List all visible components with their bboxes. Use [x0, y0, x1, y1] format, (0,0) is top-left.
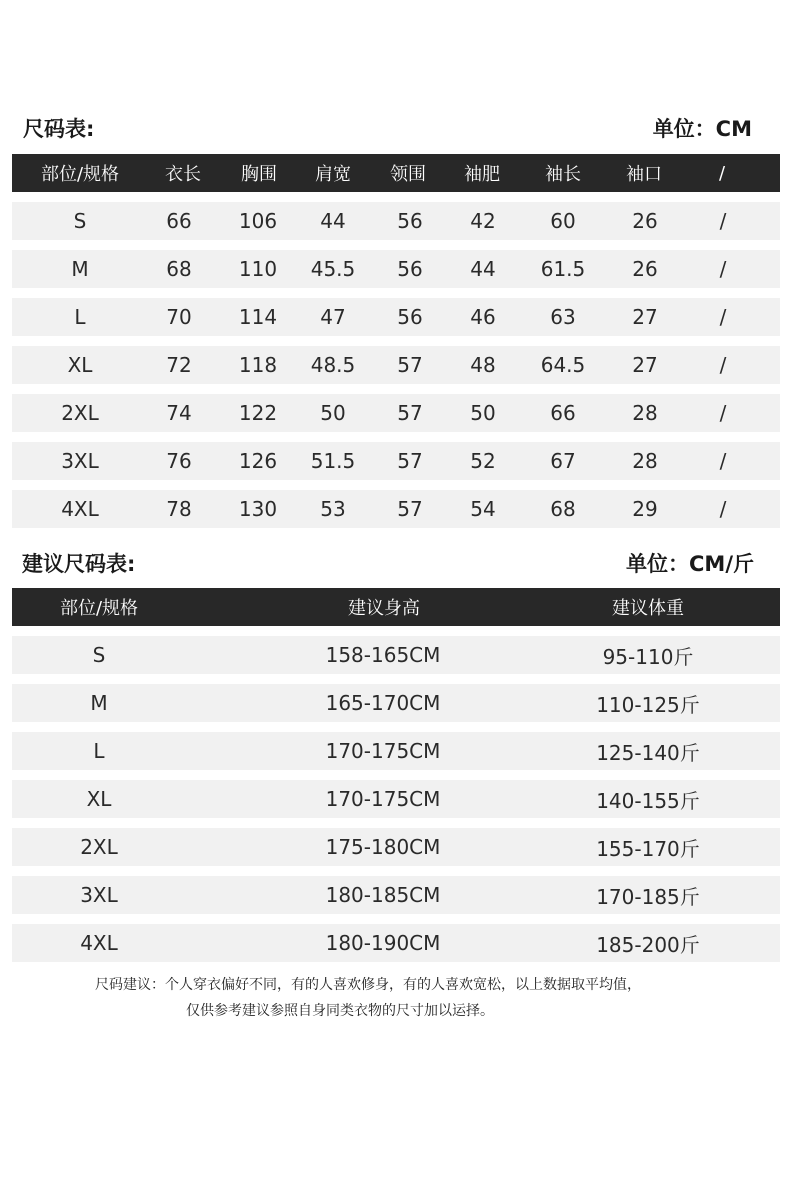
table-cell: 28 [632, 401, 658, 425]
table-row [12, 490, 780, 528]
recommend-chart-title: 建议尺码表: [22, 552, 136, 576]
table-cell: 53 [320, 497, 346, 521]
table-cell: 61.5 [540, 257, 586, 281]
table-cell: S [73, 209, 87, 233]
table-cell: XL [86, 787, 112, 811]
table-cell: 68 [166, 257, 192, 281]
table-cell: 95-110斤 [602, 644, 694, 669]
table-cell: 78 [166, 497, 192, 521]
header-cell: 胸围 [241, 164, 277, 185]
table-cell: 130 [238, 497, 278, 521]
table-cell: 74 [166, 401, 192, 425]
table-cell: 66 [550, 401, 576, 425]
table-cell: M [90, 691, 108, 715]
table-row [12, 828, 780, 866]
table-cell: 52 [470, 449, 496, 473]
table-cell: 72 [166, 353, 192, 377]
table-row [12, 780, 780, 818]
table-cell: 170-175CM [325, 739, 441, 763]
table-cell: 170-175CM [325, 787, 441, 811]
recommend-chart-unit: 单位：CM/斤 [626, 552, 754, 576]
table-cell: 110 [238, 257, 278, 281]
table-cell: 64.5 [540, 353, 586, 377]
header-cell: 袖肥 [464, 164, 500, 185]
table-row [12, 394, 780, 432]
table-cell: 60 [550, 209, 576, 233]
table-cell: 57 [397, 449, 423, 473]
header-cell: 肩宽 [315, 164, 351, 185]
table-cell: 140-155斤 [596, 788, 700, 813]
table-cell: 28 [632, 449, 658, 473]
table-cell: 106 [238, 209, 278, 233]
table-cell: 48 [470, 353, 496, 377]
table-cell: 66 [166, 209, 192, 233]
size-note-line-1: 尺码建议：个人穿衣偏好不同，有的人喜欢修身，有的人喜欢宽松，以上数据取平均值， [95, 977, 641, 993]
table-cell: 180-185CM [325, 883, 441, 907]
table-cell: 180-190CM [325, 931, 441, 955]
table-cell: 57 [397, 401, 423, 425]
table-cell: 50 [320, 401, 346, 425]
table-cell: 122 [238, 401, 278, 425]
table-cell: 29 [632, 497, 658, 521]
table-cell: 68 [550, 497, 576, 521]
table-cell: 158-165CM [325, 643, 441, 667]
table-cell: 56 [397, 305, 423, 329]
table-cell: 51.5 [310, 449, 356, 473]
table-cell: 45.5 [310, 257, 356, 281]
table-row [12, 924, 780, 962]
table-cell: 27 [632, 305, 658, 329]
table-row [12, 442, 780, 480]
table-cell: 27 [632, 353, 658, 377]
table-cell: 70 [166, 305, 192, 329]
table-cell: 47 [320, 305, 346, 329]
table-cell: S [92, 643, 106, 667]
table-cell: 185-200斤 [596, 932, 700, 957]
size-note-line-2: 仅供参考建议参照自身同类衣物的尺寸加以运择。 [186, 1003, 494, 1019]
table-row [12, 250, 780, 288]
header-cell: 衣长 [165, 164, 201, 185]
header-cell: 袖口 [626, 164, 662, 185]
table-row [12, 684, 780, 722]
table-cell: 44 [470, 257, 496, 281]
header-cell: 领围 [390, 164, 426, 185]
table-cell: 126 [238, 449, 278, 473]
table-cell: 175-180CM [325, 835, 441, 859]
size-chart-title-row [0, 112, 790, 146]
recommend-chart-title-row [0, 547, 790, 581]
table-cell: M [71, 257, 89, 281]
table-cell: / [719, 497, 727, 521]
table-cell: 50 [470, 401, 496, 425]
table-cell: 26 [632, 209, 658, 233]
table-row [12, 876, 780, 914]
table-cell: 26 [632, 257, 658, 281]
header-cell: 部位/规格 [40, 164, 120, 185]
table-cell: 57 [397, 497, 423, 521]
table-row [12, 732, 780, 770]
table-cell: 125-140斤 [596, 740, 700, 765]
table-cell: XL [67, 353, 93, 377]
table-cell: 118 [238, 353, 278, 377]
table-cell: 4XL [80, 931, 118, 955]
table-cell: / [719, 353, 727, 377]
table-cell: / [719, 449, 727, 473]
header-cell: 部位/规格 [59, 598, 139, 619]
table-cell: 155-170斤 [596, 836, 700, 861]
table-row [12, 298, 780, 336]
table-cell: 44 [320, 209, 346, 233]
header-cell: / [718, 162, 726, 184]
table-cell: 46 [470, 305, 496, 329]
header-cell: 袖长 [545, 164, 581, 185]
size-chart-unit: 单位：CM [652, 117, 752, 141]
table-cell: 56 [397, 209, 423, 233]
table-cell: 110-125斤 [596, 692, 700, 717]
table-row [12, 636, 780, 674]
table-cell: L [74, 305, 86, 329]
table-row [12, 202, 780, 240]
table-cell: 57 [397, 353, 423, 377]
size-chart-header [12, 154, 780, 192]
header-cell: 建议身高 [348, 598, 420, 619]
table-cell: 54 [470, 497, 496, 521]
table-cell: / [719, 305, 727, 329]
table-cell: 76 [166, 449, 192, 473]
table-cell: 165-170CM [325, 691, 441, 715]
table-cell: 114 [238, 305, 278, 329]
table-cell: 67 [550, 449, 576, 473]
table-cell: 170-185斤 [596, 884, 700, 909]
table-row [12, 346, 780, 384]
recommend-chart-header [12, 588, 780, 626]
table-cell: 56 [397, 257, 423, 281]
table-cell: / [719, 209, 727, 233]
size-chart-title: 尺码表: [23, 117, 95, 141]
table-cell: 48.5 [310, 353, 356, 377]
table-cell: 4XL [61, 497, 99, 521]
table-cell: 3XL [61, 449, 99, 473]
table-cell: 42 [470, 209, 496, 233]
table-cell: 2XL [61, 401, 99, 425]
table-cell: 3XL [80, 883, 118, 907]
table-cell: 2XL [80, 835, 118, 859]
header-cell: 建议体重 [612, 598, 684, 619]
table-cell: / [719, 401, 727, 425]
table-cell: L [93, 739, 105, 763]
table-cell: / [719, 257, 727, 281]
table-cell: 63 [550, 305, 576, 329]
